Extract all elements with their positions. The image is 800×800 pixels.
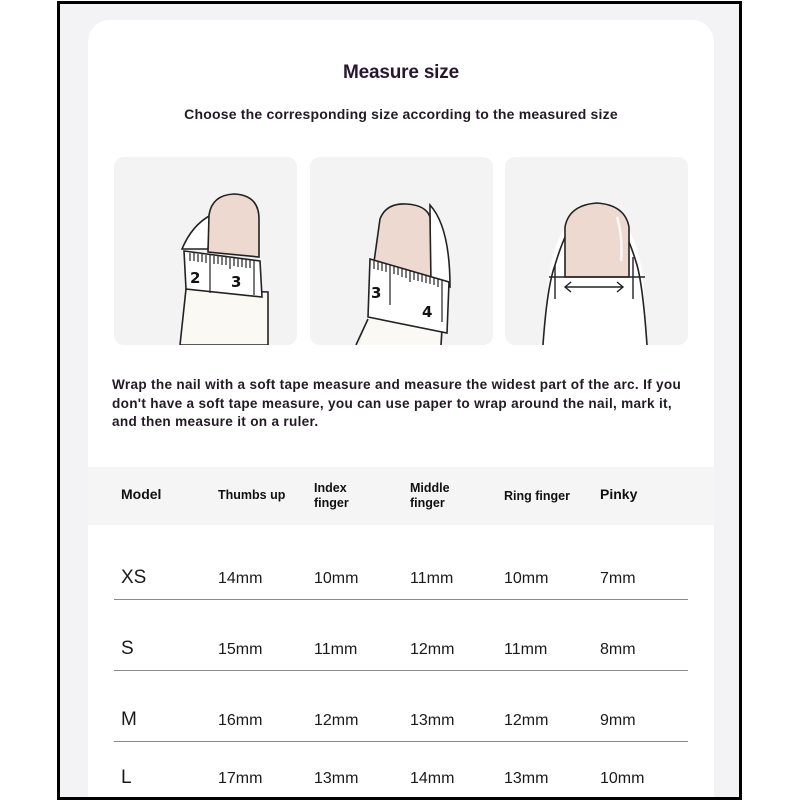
page-subtitle: Choose the corresponding size according to the measured size (184, 106, 618, 122)
middle-value: 11mm (410, 570, 454, 587)
middle-value: 12mm (410, 641, 455, 658)
tape-label-3: 3 (371, 284, 382, 302)
ring-value: 11mm (504, 641, 548, 658)
table-row-xs (88, 545, 714, 605)
pinky-value: 9mm (600, 712, 636, 729)
page-frame (57, 1, 742, 800)
table-row-l (88, 749, 714, 797)
column-header-index-line2: finger (314, 496, 349, 510)
middle-value: 13mm (410, 712, 455, 729)
size-label: L (121, 767, 132, 788)
middle-value: 14mm (410, 770, 455, 787)
column-header-index (314, 481, 349, 511)
illustration-row (114, 157, 690, 345)
tape-label-3: 3 (231, 273, 242, 291)
nail-width-illustration (505, 157, 688, 345)
page-title: Measure size (343, 62, 459, 83)
index-tape-illustration (310, 157, 493, 345)
measurement-instructions: Wrap the nail with a soft tape measure and measure the widest part of the arc. If you don't have a soft tape measure, you can use paper to wrap around the nail, mark it, and then measure it on a ruler. (112, 377, 682, 429)
index-value: 13mm (314, 770, 359, 787)
thumb-value: 14mm (218, 570, 263, 587)
column-header-ring: Ring finger (504, 489, 570, 503)
row-divider (114, 741, 688, 742)
thumb-value: 15mm (218, 641, 263, 658)
pinky-value: 8mm (600, 641, 636, 658)
table-row-m (88, 687, 714, 747)
tape-label-4: 4 (422, 303, 433, 321)
thumb-tape-illustration (114, 157, 297, 345)
pinky-value: 10mm (600, 770, 645, 787)
ring-value: 13mm (504, 770, 549, 787)
row-divider (114, 670, 688, 671)
column-header-middle (410, 481, 450, 511)
index-value: 10mm (314, 570, 359, 587)
ring-value: 10mm (504, 570, 549, 587)
ring-value: 12mm (504, 712, 549, 729)
index-value: 12mm (314, 712, 359, 729)
illustration-nail-width (505, 157, 688, 345)
column-header-middle-line1: Middle (410, 481, 450, 495)
size-guide-card (88, 20, 714, 797)
size-label: M (121, 709, 137, 730)
thumb-value: 16mm (218, 712, 263, 729)
size-label: XS (121, 567, 147, 588)
size-label: S (121, 638, 134, 659)
column-header-thumb: Thumbs up (218, 488, 286, 502)
column-header-model: Model (121, 486, 162, 502)
size-table-header (88, 467, 714, 525)
size-table (88, 467, 714, 797)
index-value: 11mm (314, 641, 358, 658)
row-divider (114, 599, 688, 600)
column-header-middle-line2: finger (410, 496, 445, 510)
illustration-index-tape-measure (310, 157, 493, 345)
column-header-index-line1: Index (314, 481, 347, 495)
pinky-value: 7mm (600, 570, 636, 587)
table-row-s (88, 616, 714, 676)
thumb-value: 17mm (218, 770, 263, 787)
tape-label-2: 2 (190, 269, 201, 287)
column-header-pinky: Pinky (600, 486, 638, 502)
illustration-thumb-tape-measure (114, 157, 297, 345)
